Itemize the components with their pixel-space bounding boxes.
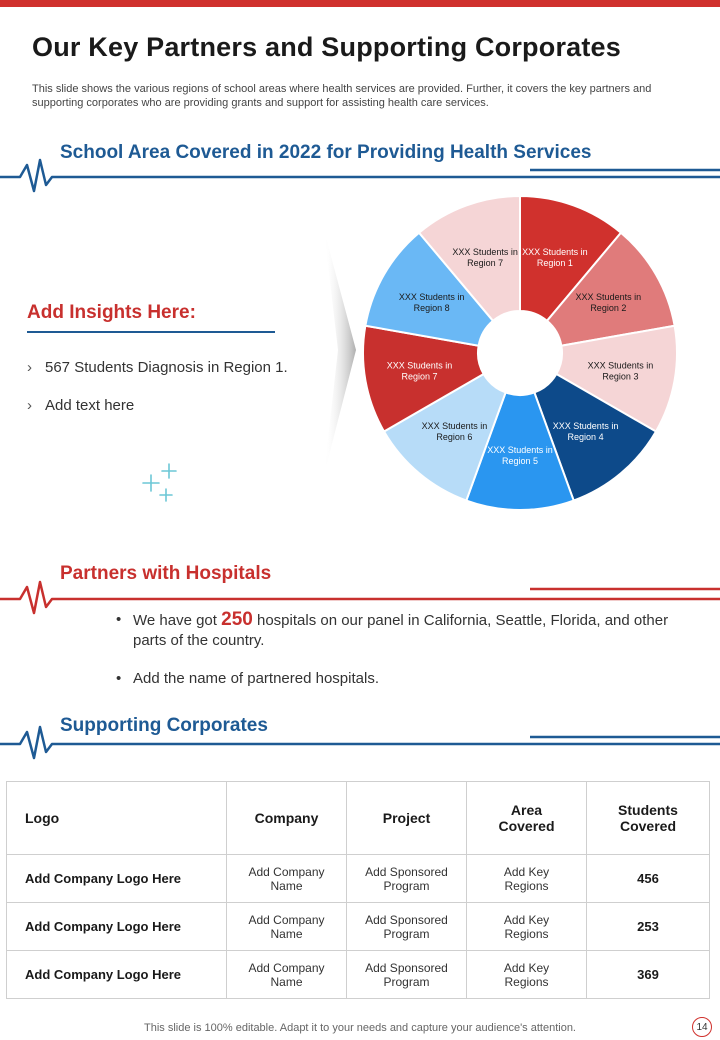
column-header-project: Project (347, 782, 467, 855)
pie-slice-label: XXX Students in Region 7 (386, 360, 453, 382)
hospital-text-after: hospitals on our panel in California, Seattle, Florida, and other parts of the country. (133, 612, 669, 649)
insight-item (27, 359, 288, 376)
cell-company: Add Company Name (227, 855, 347, 903)
column-header-logo: Logo (7, 782, 227, 855)
cell-area: Add Key Regions (467, 855, 587, 903)
cell-company: Add Company Name (227, 903, 347, 951)
insight-item (27, 397, 134, 414)
region-donut-chart (360, 195, 680, 515)
cell-students: 369 (587, 951, 710, 999)
insight-item-text: 567 Students Diagnosis in Region 1. (45, 359, 288, 376)
insights-title: Add Insights Here: (27, 302, 196, 323)
pointer-shadow (316, 230, 366, 480)
chevron-right-icon: › (27, 359, 32, 376)
cell-area: Add Key Regions (467, 903, 587, 951)
cell-logo: Add Company Logo Here (7, 951, 227, 999)
footer-note: This slide is 100% editable. Adapt it to your needs and capture your audience's attention. (144, 1022, 576, 1034)
pie-slice-label: XXX Students in Region 3 (587, 360, 654, 382)
table-row (7, 855, 710, 903)
sparkle-plus-icon (140, 462, 180, 504)
table-header-row (7, 782, 710, 855)
column-header-company: Company (227, 782, 347, 855)
cell-area: Add Key Regions (467, 951, 587, 999)
corporates-table (6, 781, 710, 999)
page-subtitle: This slide shows the various regions of school areas where health services are provided. Further, it covers the key partners and supporting corporates who are providing grants and support for assisting health care services. (32, 83, 652, 109)
hospital-text-before: We have got (133, 612, 222, 629)
pie-slice-label: XXX Students in Region 8 (398, 292, 465, 313)
cell-project: Add Sponsored Program (347, 855, 467, 903)
school-area-heading: School Area Covered in 2022 for Providing Health Services (60, 142, 592, 163)
cell-project: Add Sponsored Program (347, 951, 467, 999)
cell-project: Add Sponsored Program (347, 903, 467, 951)
page-title: Our Key Partners and Supporting Corporates (32, 32, 621, 62)
column-header-area: Area Covered (467, 782, 587, 855)
pie-slice-label: XXX Students in Region 5 (487, 445, 553, 466)
insight-item-text: Add text here (45, 397, 135, 414)
bullet-dot: • (116, 670, 122, 687)
table-row (7, 903, 710, 951)
insights-underline (27, 331, 275, 333)
pie-slice-label: XXX Students in Region 1 (522, 247, 588, 269)
corporates-heading: Supporting Corporates (60, 715, 268, 736)
cell-students: 456 (587, 855, 710, 903)
hospitals-heading: Partners with Hospitals (60, 563, 272, 584)
page-number: 14 (692, 1017, 712, 1037)
hospital-text: Add the name of partnered hospitals. (133, 670, 379, 687)
cell-students: 253 (587, 903, 710, 951)
cell-logo: Add Company Logo Here (7, 855, 227, 903)
top-accent-bar (0, 0, 720, 7)
pie-slice-label: XXX Students in Region 2 (575, 292, 642, 313)
hospital-count: 250 (221, 609, 253, 630)
column-header-students: Students Covered (587, 782, 710, 855)
pie-slice-label: XXX Students in Region 4 (552, 421, 619, 443)
pie-slice-label: XXX Students in Region 6 (421, 421, 488, 443)
hospital-bullet (116, 669, 676, 689)
chevron-right-icon: › (27, 397, 32, 414)
bullet-dot: • (116, 611, 122, 628)
table-row (7, 951, 710, 999)
pie-slice-label: XXX Students in Region 7 (452, 247, 518, 269)
hospital-bullet (116, 610, 676, 651)
cell-company: Add Company Name (227, 951, 347, 999)
cell-logo: Add Company Logo Here (7, 903, 227, 951)
